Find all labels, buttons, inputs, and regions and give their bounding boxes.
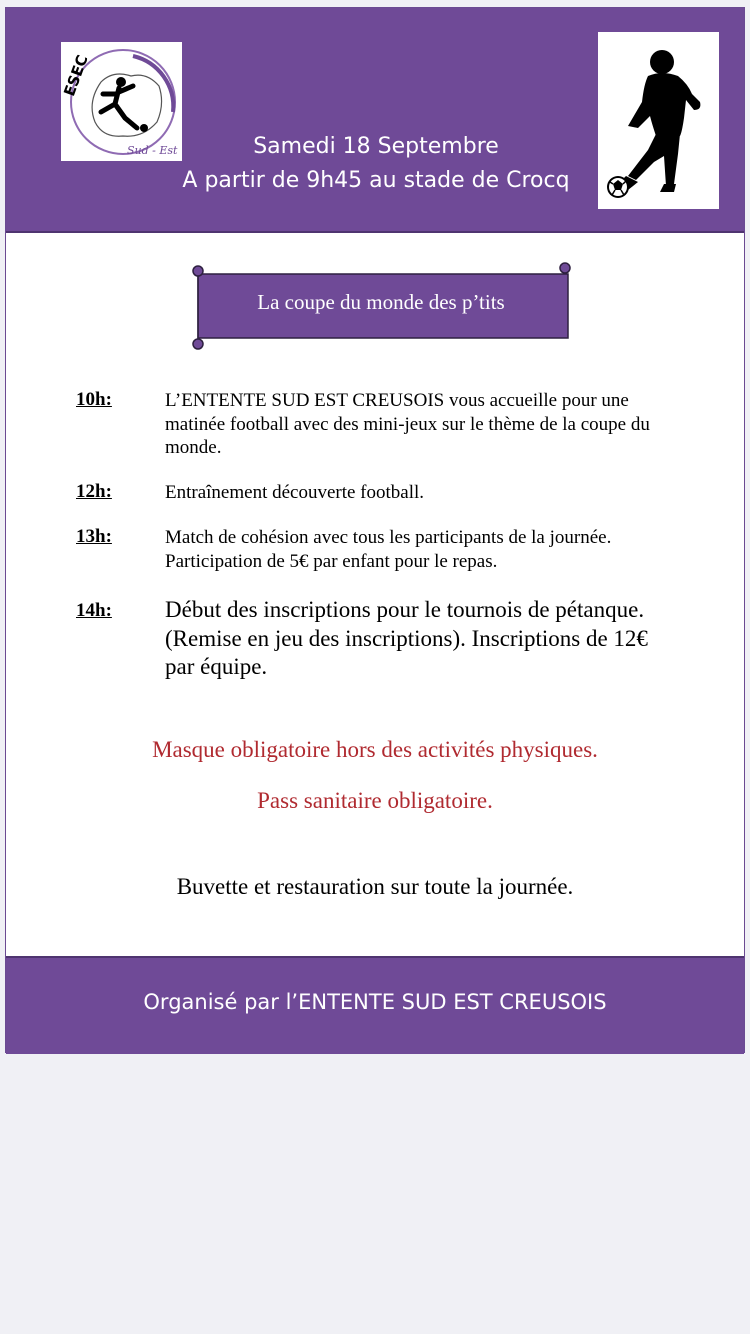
event-info [126,130,626,198]
schedule-text: Début des inscriptions pour le tournois de pétanque. (Remise en jeu des inscriptions). Inscriptions de 12€ par équipe. [165,597,648,679]
event-date: Samedi 18 Septembre [253,134,499,159]
flyer-page [5,7,745,1053]
schedule-text: Match de cohésion avec tous les participants de la journée. Participation de 5€ par enfant pour le repas. [165,527,612,572]
schedule-time: 10h: [76,389,112,410]
pass-notice: Pass sanitaire obligatoire. [257,788,493,813]
player-silhouette-graphic [598,32,719,209]
schedule-text: L’ENTENTE SUD EST CREUSOIS vous accueille pour une matinée football avec des mini-jeux sur le thème de la coupe du monde. [165,390,650,458]
schedule-time: 14h: [76,600,112,621]
header-band [6,8,744,233]
buvette-notice: Buvette et restauration sur toute la journée. [176,874,574,899]
logo-letters: ESEC [61,52,92,99]
schedule-text: Entraînement découverte football. [165,482,425,503]
logo-subtitle: Sud - Est [127,144,178,157]
schedule-time: 13h: [76,526,112,547]
player-silhouette [598,32,719,209]
organizer-text: Organisé par l’ENTENTE SUD EST CREUSOIS [143,990,607,1014]
banner-title: La coupe du monde des p’tits [257,290,505,314]
schedule-time: 12h: [76,481,112,502]
footer-band [6,956,744,1054]
mask-notice: Masque obligatoire hors des activités physiques. [152,737,598,762]
event-location: A partir de 9h45 au stade de Crocq [182,168,570,193]
